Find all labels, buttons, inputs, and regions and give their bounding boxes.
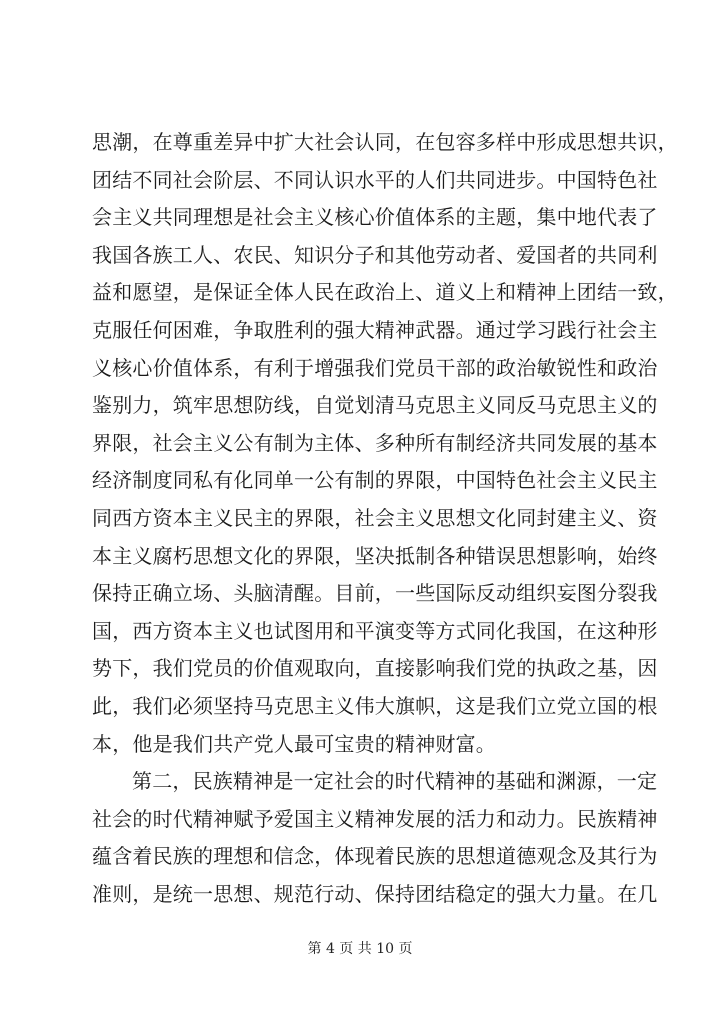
text-line: 克服任何困难，争取胜利的强大精神武器。通过学习践行社会主 (92, 317, 658, 342)
paragraph-end-line: 本，他是我们共产党人最可宝贵的精神财富。 (92, 731, 496, 756)
text-line: 势下，我们党员的价值观取向，直接影响我们党的执政之基，因 (92, 656, 658, 681)
text-line: 蕴含着民族的理想和信念，体现着民族的思想道德观念及其行为 (92, 844, 658, 869)
text-line: 益和愿望，是保证全体人民在政治上、道义上和精神上团结一致， (92, 280, 678, 305)
text-line: 此，我们必须坚持马克思主义伟大旗帜，这是我们立党立国的根 (92, 693, 658, 718)
text-line: 我国各族工人、农民、知识分子和其他劳动者、爱国者的共同利 (92, 242, 658, 267)
text-line: 鉴别力，筑牢思想防线，自觉划清马克思主义同反马克思主义的 (92, 393, 658, 418)
text-line: 本主义腐朽思想文化的界限，坚决抵制各种错误思想影响，始终 (92, 543, 658, 568)
paragraph-start-line: 第二，民族精神是一定社会的时代精神的基础和渊源，一定 (132, 769, 658, 794)
text-line: 界限，社会主义公有制为主体、多种所有制经济共同发展的基本 (92, 430, 658, 455)
text-line: 义核心价值体系，有利于增强我们党员干部的政治敏锐性和政治 (92, 355, 658, 380)
text-line: 团结不同社会阶层、不同认识水平的人们共同进步。中国特色社 (92, 167, 658, 192)
text-line: 准则，是统一思想、规范行动、保持团结稳定的强大力量。在几 (92, 881, 658, 906)
page-number-footer: 第 4 页 共 10 页 (307, 941, 413, 957)
text-line: 会主义共同理想是社会主义核心价值体系的主题，集中地代表了 (92, 205, 658, 230)
text-line: 保持正确立场、头脑清醒。目前，一些国际反动组织妄图分裂我 (92, 581, 658, 606)
text-line: 经济制度同私有化同单一公有制的界限，中国特色社会主义民主 (92, 468, 658, 493)
text-line: 社会的时代精神赋予爱国主义精神发展的活力和动力。民族精神 (92, 806, 658, 831)
text-line: 思潮，在尊重差异中扩大社会认同，在包容多样中形成思想共识， (92, 130, 678, 154)
text-line: 同西方资本主义民主的界限，社会主义思想文化同封建主义、资 (92, 505, 658, 530)
body-text (92, 124, 678, 913)
text-line: 国，西方资本主义也试图用和平演变等方式同化我国，在这种形 (92, 618, 658, 643)
